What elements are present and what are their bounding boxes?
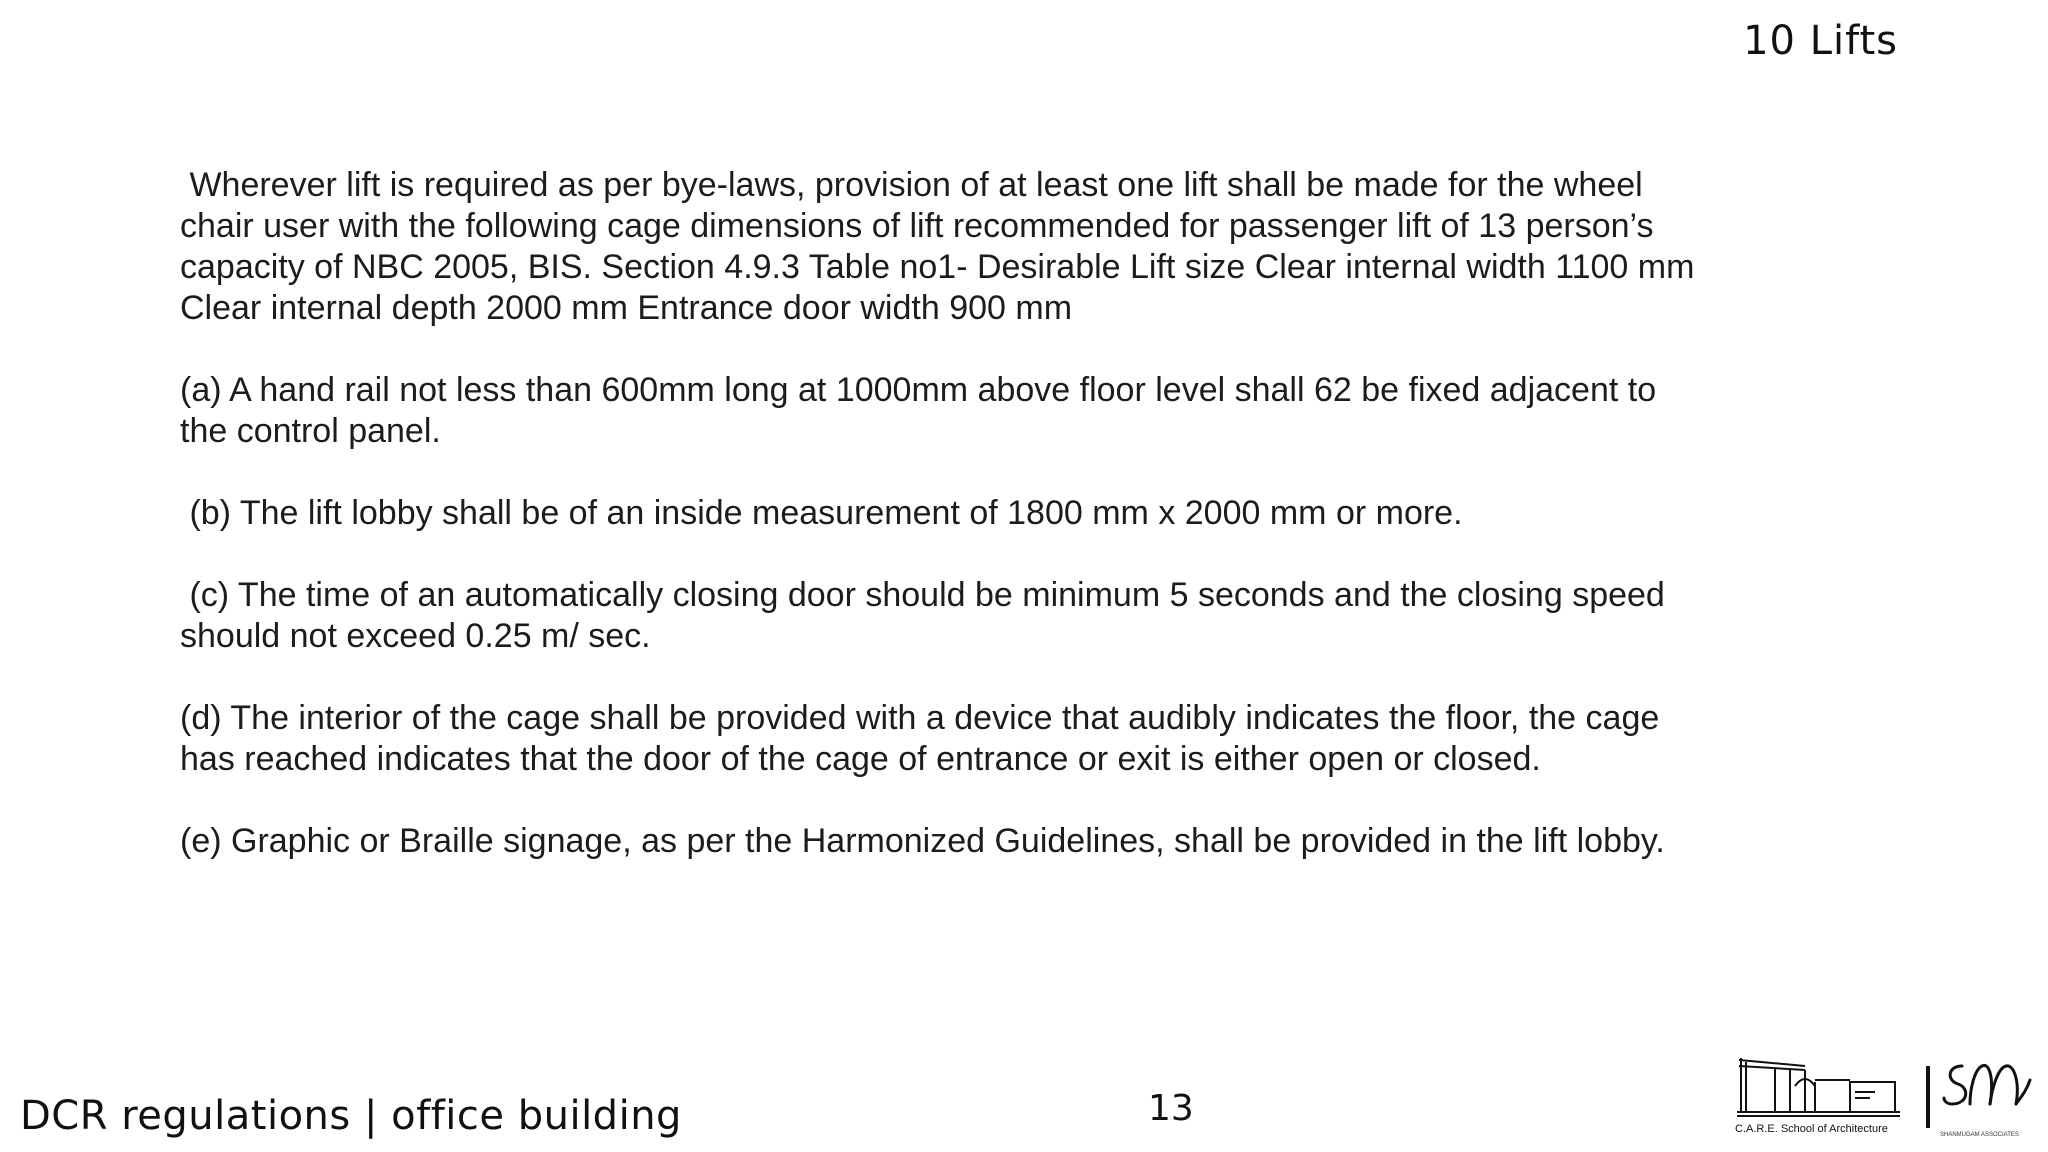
slide-title: 10 Lifts <box>1743 18 1898 64</box>
body-text <box>180 165 1710 903</box>
logo-divider <box>1926 1066 1930 1128</box>
paragraph-intro: Wherever lift is required as per bye-laws, provision of at least one lift shall be made for the wheel chair user with the following cage dimensions of lift recommended for passenger lift of 13 person’s capacity of NBC 2005, BIS. Section 4.9.3 Table no1- Desirable Lift size Clear internal width 1100 mm Clear internal depth 2000 mm Entrance door width 900 mm <box>180 166 1704 327</box>
footer-logos <box>1735 1052 2035 1147</box>
paragraph-d: (d) The interior of the cage shall be provided with a device that audibly indicates the floor, the cage has reached indicates that the door of the cage of entrance or exit is either open or closed. <box>180 699 1669 778</box>
paragraph-b: (b) The lift lobby shall be of an inside measurement of 1800 mm x 2000 mm or more. <box>180 494 1463 532</box>
shanmugam-logo-icon <box>1940 1060 2035 1120</box>
care-logo-caption: C.A.R.E. School of Architecture <box>1735 1123 1888 1135</box>
paragraph-e: (e) Graphic or Braille signage, as per the Harmonized Guidelines, shall be provided in the lift lobby. <box>180 822 1665 860</box>
shanmugam-logo-caption: SHANMUGAM ASSOCIATES <box>1940 1132 2019 1138</box>
footer-text: DCR regulations | office building <box>20 1093 682 1139</box>
page-number: 13 <box>1148 1088 1194 1129</box>
paragraph-a: (a) A hand rail not less than 600mm long at 1000mm above floor level shall 62 be fixed adjacent to the control panel. <box>180 371 1666 450</box>
paragraph-c: (c) The time of an automatically closing door should be minimum 5 seconds and the closing speed should not exceed 0.25 m/ sec. <box>180 576 1675 655</box>
